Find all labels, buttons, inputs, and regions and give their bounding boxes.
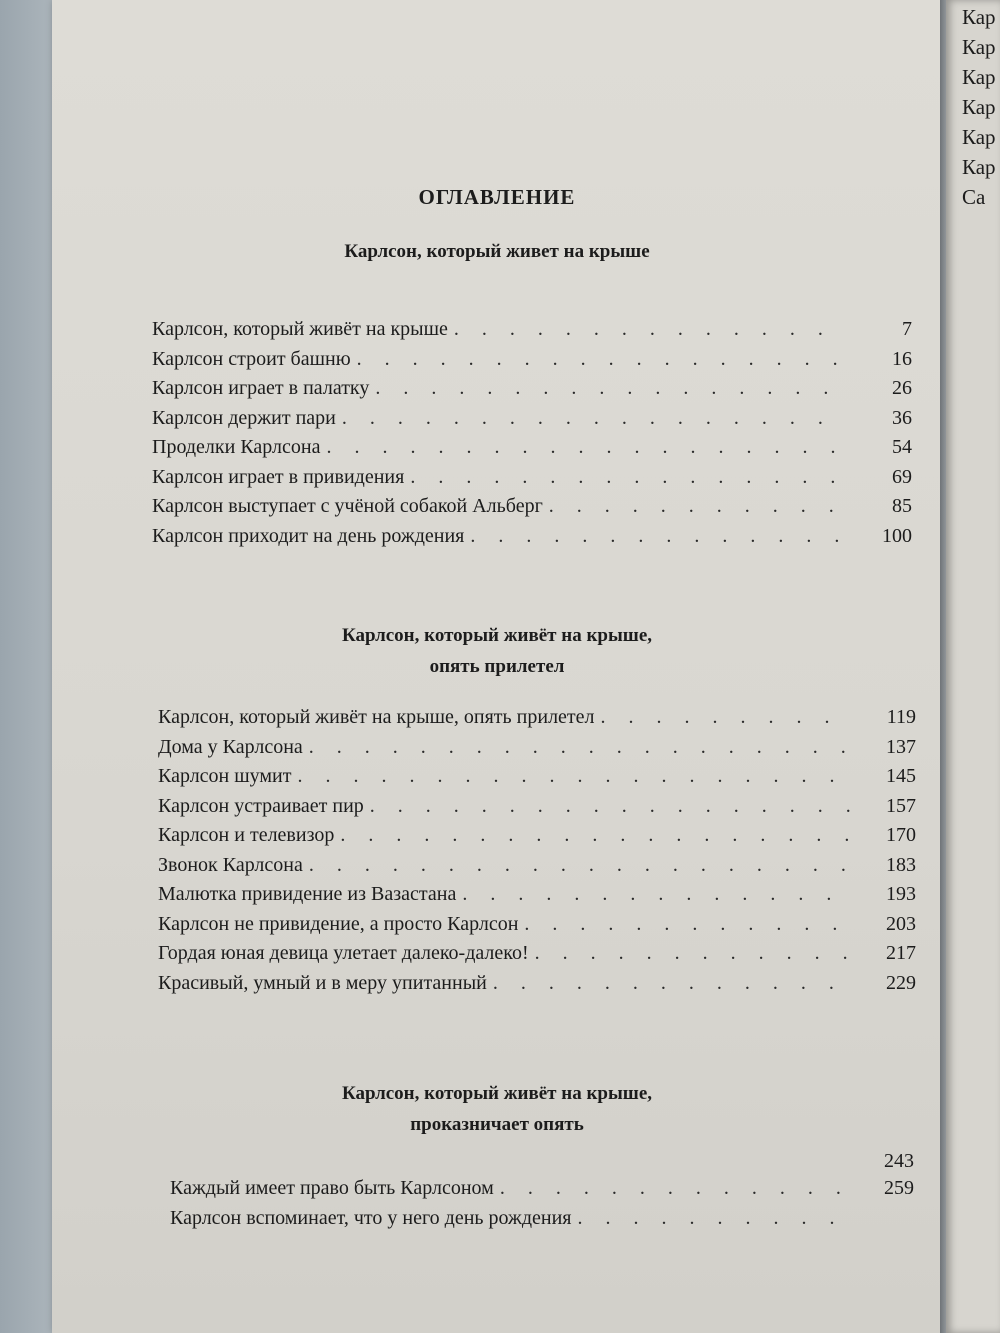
leader-dots xyxy=(370,795,850,818)
toc-list-part-2 xyxy=(158,706,916,1001)
leader-dots xyxy=(462,883,850,906)
entry-title: Гордая юная девица улетает далеко-далеко! xyxy=(158,942,529,964)
facing-page-fragment: Кар xyxy=(962,125,996,149)
page-title: ОГЛАВЛЕНИЕ xyxy=(418,185,576,209)
facing-page-fragment: Са xyxy=(962,185,986,209)
facing-page-fragment: Кар xyxy=(962,95,996,119)
leader-dots xyxy=(470,525,846,548)
toc-entry[interactable] xyxy=(158,854,916,884)
entry-page: 36 xyxy=(892,406,912,429)
toc-entry[interactable] xyxy=(158,795,916,825)
entry-page: 157 xyxy=(886,794,916,817)
entry-title: Карлсон, который живёт на крыше, опять прилетел xyxy=(158,706,595,728)
facing-page-fragment: Кар xyxy=(962,155,996,179)
leader-dots xyxy=(500,1177,848,1200)
leader-dots xyxy=(601,706,850,729)
toc-entry[interactable] xyxy=(152,348,912,378)
toc-entry[interactable] xyxy=(158,765,916,795)
toc-entry[interactable] xyxy=(170,1177,914,1207)
toc-entry[interactable] xyxy=(152,495,912,525)
entry-title: Звонок Карлсона xyxy=(158,853,303,876)
entry-page: 217 xyxy=(886,942,916,964)
toc-entry[interactable] xyxy=(152,466,912,496)
leader-dots xyxy=(535,942,850,965)
leader-dots xyxy=(309,854,850,877)
leader-dots xyxy=(549,495,846,518)
entry-page: 243 xyxy=(884,1150,914,1172)
entry-title: Карлсон не привидение, а просто Карлсон xyxy=(158,912,519,935)
entry-page: 69 xyxy=(892,465,912,488)
entry-page: 119 xyxy=(886,706,916,728)
toc-entry[interactable] xyxy=(158,706,916,736)
entry-page: 203 xyxy=(886,912,916,935)
facing-page-fragment: Кар xyxy=(962,35,996,59)
toc-entry[interactable] xyxy=(158,824,916,854)
toc-entry[interactable] xyxy=(158,913,916,943)
entry-page: 16 xyxy=(892,347,912,370)
leader-dots xyxy=(357,348,846,371)
entry-page: 259 xyxy=(884,1177,914,1199)
leader-dots xyxy=(309,736,850,759)
entry-page: 26 xyxy=(892,377,912,399)
section-title-line: Карлсон, который живёт на крыше, xyxy=(341,1083,653,1104)
entry-page: 193 xyxy=(886,883,916,905)
entry-title: Красивый, умный и в меру упитанный xyxy=(158,971,487,994)
leader-dots xyxy=(410,466,846,489)
section-title-part-2 xyxy=(52,620,942,682)
toc-entry[interactable] xyxy=(158,972,916,1002)
entry-title: Карлсон вспоминает, что у него день рождения xyxy=(170,1206,572,1229)
entry-page: 170 xyxy=(886,824,916,846)
toc-entry[interactable] xyxy=(152,407,912,437)
entry-title: Карлсон приходит на день рождения xyxy=(152,524,465,547)
entry-page: 54 xyxy=(892,436,912,458)
entry-page: 145 xyxy=(886,765,916,787)
leader-dots xyxy=(578,1207,848,1230)
entry-title: Карлсон держит пари xyxy=(152,406,336,429)
toc-list-part-1 xyxy=(152,318,912,554)
toc-entry[interactable] xyxy=(152,525,912,555)
entry-title: Карлсон выступает с учёной собакой Альберг xyxy=(152,495,543,517)
facing-page xyxy=(946,0,1000,1333)
entry-page: 137 xyxy=(886,735,916,758)
leader-dots xyxy=(454,318,846,341)
book-page xyxy=(52,0,942,1333)
toc-entry[interactable] xyxy=(170,1207,914,1237)
entry-page: 100 xyxy=(882,524,912,547)
leader-dots xyxy=(524,913,850,936)
entry-title: Карлсон играет в привидения xyxy=(152,465,405,488)
leader-dots xyxy=(298,765,851,788)
section-title-line: Карлсон, который живет на крыше xyxy=(344,241,650,262)
entry-title: Карлсон играет в палатку xyxy=(152,377,370,399)
leader-dots xyxy=(493,972,850,995)
entry-title: Проделки Карлсона xyxy=(152,436,321,458)
leader-dots xyxy=(326,436,846,459)
toc-entry[interactable] xyxy=(152,377,912,407)
entry-page: 229 xyxy=(886,971,916,994)
toc-list-part-3 xyxy=(170,1177,914,1236)
entry-page: 7 xyxy=(902,318,912,340)
section-title-line: проказничает опять xyxy=(410,1114,584,1135)
entry-title: Карлсон и телевизор xyxy=(158,824,335,846)
toc-entry[interactable] xyxy=(152,318,912,348)
leader-dots xyxy=(342,407,846,430)
entry-title: Дома у Карлсона xyxy=(158,735,303,758)
toc-entry[interactable] xyxy=(152,436,912,466)
entry-title: Карлсон устраивает пир xyxy=(158,794,364,817)
section-title-line: опять прилетел xyxy=(429,656,565,677)
entry-page: 85 xyxy=(892,495,912,517)
entry-title: Карлсон шумит xyxy=(158,765,292,787)
toc-entry[interactable] xyxy=(158,942,916,972)
toc-entry[interactable] xyxy=(158,736,916,766)
section-title-part-1 xyxy=(52,236,942,267)
entry-title: Малютка привидение из Вазастана xyxy=(158,883,457,905)
leader-dots xyxy=(340,824,850,847)
toc-entry[interactable] xyxy=(158,883,916,913)
leader-dots xyxy=(375,377,846,400)
facing-page-fragment: Кар xyxy=(962,5,996,29)
entry-title: Карлсон, который живёт на крыше xyxy=(152,318,448,340)
facing-page-fragment: Кар xyxy=(962,65,996,89)
section-title-line: Карлсон, который живёт на крыше, xyxy=(341,625,653,646)
entry-title: Карлсон строит башню xyxy=(152,347,351,370)
entry-title: Каждый имеет право быть Карлсоном xyxy=(170,1177,494,1199)
facing-page-text xyxy=(946,0,1000,212)
section-title-part-3 xyxy=(52,1078,942,1140)
background-surface xyxy=(0,0,60,1333)
entry-page: 183 xyxy=(886,853,916,876)
